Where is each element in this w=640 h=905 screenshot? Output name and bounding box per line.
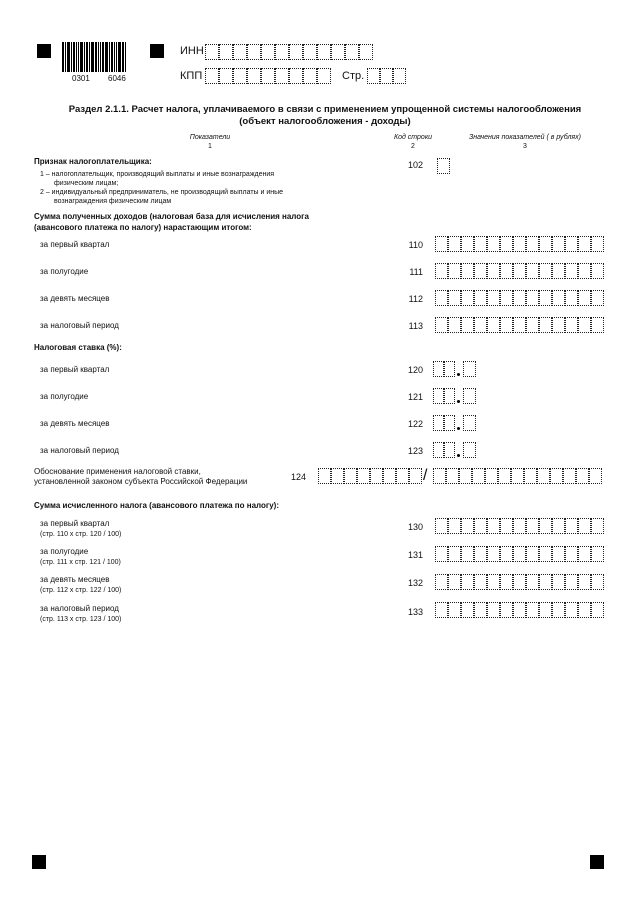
tax-value-cell[interactable] (578, 602, 591, 618)
section-subtitle: (объект налогообложения - доходы) (239, 116, 411, 127)
column-header-values: Значения показателей ( в рублях) (468, 134, 582, 141)
justification-cell[interactable] (576, 468, 589, 484)
kpp-cell[interactable] (205, 68, 219, 84)
tax-value-cell[interactable] (565, 602, 578, 618)
tax-value-cell[interactable] (565, 518, 578, 534)
rate-row-code: 120 (407, 365, 423, 375)
inn-label: ИНН (180, 45, 204, 57)
justification-cell[interactable] (409, 468, 422, 484)
rate-decimal-cell[interactable] (463, 361, 476, 377)
tax-value-cell[interactable] (552, 574, 565, 590)
justification-cell[interactable] (589, 468, 602, 484)
income-row-code: 113 (408, 321, 423, 331)
taxpayer-heading: Признак налогоплательщика: (34, 157, 152, 166)
income-value-cell[interactable] (526, 263, 539, 279)
income-value-cell[interactable] (539, 290, 552, 306)
page-label: Стр. (342, 70, 365, 82)
justification-cell[interactable] (331, 468, 344, 484)
rate-row-label: за первый квартал (40, 365, 110, 374)
income-row-label: за полугодие (40, 267, 89, 276)
income-value-cell[interactable] (474, 263, 487, 279)
tax-value-cell[interactable] (539, 546, 552, 562)
tax-value-cell[interactable] (487, 518, 500, 534)
justification-cell[interactable] (524, 468, 537, 484)
tax-value-cell[interactable] (526, 602, 539, 618)
barcode (62, 42, 142, 72)
corner-marker-top-left (37, 44, 51, 58)
kpp-cell[interactable] (317, 68, 331, 84)
rate-row-code: 121 (407, 392, 423, 402)
income-value-cell[interactable] (591, 317, 604, 333)
tax-value-cell[interactable] (448, 546, 461, 562)
tax-value-cell[interactable] (448, 574, 461, 590)
column-header-code: Код строки (393, 134, 433, 141)
kpp-label: КПП (180, 70, 203, 82)
justification-cell[interactable] (485, 468, 498, 484)
tax-row-code: 133 (407, 607, 423, 617)
barcode-number-1: 0301 (72, 74, 90, 83)
page-number-cell[interactable] (380, 68, 393, 84)
income-row-label: за налоговый период (40, 321, 119, 330)
tax-row-label: за девять месяцев (40, 575, 110, 584)
rate-row-label: за полугодие (40, 392, 89, 401)
rate-row-label: за девять месяцев (40, 419, 110, 428)
tax-value-cell[interactable] (552, 518, 565, 534)
inn-cell[interactable] (233, 44, 247, 60)
tax-value-cell[interactable] (591, 518, 604, 534)
income-value-cell[interactable] (526, 236, 539, 252)
tax-value-cell[interactable] (526, 546, 539, 562)
income-value-cell[interactable] (500, 263, 513, 279)
income-value-cell[interactable] (578, 290, 591, 306)
justification-slash: / (423, 467, 428, 484)
rate-integer-cell[interactable] (433, 361, 444, 377)
inn-cell[interactable] (331, 44, 345, 60)
tax-value-cell[interactable] (461, 518, 474, 534)
rate-row-code: 123 (407, 446, 423, 456)
inn-cell[interactable] (261, 44, 275, 60)
corner-marker-bottom-right (590, 855, 604, 869)
tax-value-cell[interactable] (565, 574, 578, 590)
justification-cell[interactable] (511, 468, 524, 484)
inn-cell[interactable] (247, 44, 261, 60)
income-value-cell[interactable] (448, 317, 461, 333)
tax-row-label: за полугодие (40, 547, 89, 556)
tax-value-cell[interactable] (487, 602, 500, 618)
justification-cell[interactable] (318, 468, 331, 484)
income-heading: Сумма полученных доходов (налоговая база для исчисления налога (34, 212, 309, 221)
decimal-point (457, 427, 460, 430)
income-value-cell[interactable] (461, 317, 474, 333)
tax-value-cell[interactable] (448, 518, 461, 534)
tax-value-cell[interactable] (461, 602, 474, 618)
tax-value-cell[interactable] (500, 546, 513, 562)
tax-value-cell[interactable] (513, 518, 526, 534)
income-value-cell[interactable] (448, 263, 461, 279)
tax-value-cell[interactable] (461, 546, 474, 562)
income-value-cell[interactable] (565, 263, 578, 279)
rate-decimal-cell[interactable] (463, 388, 476, 404)
justification-code: 124 (290, 472, 306, 482)
tax-row-code: 132 (407, 578, 423, 588)
tax-row-code: 130 (407, 522, 423, 532)
inn-cell[interactable] (289, 44, 303, 60)
taxpayer-option-1-cont: физическим лицам; (54, 180, 119, 187)
tax-row-formula: (стр. 110 х стр. 120 / 100) (40, 531, 122, 538)
income-row-label: за девять месяцев (40, 294, 110, 303)
tax-value-cell[interactable] (591, 574, 604, 590)
income-value-cell[interactable] (435, 236, 448, 252)
income-value-cell[interactable] (591, 263, 604, 279)
income-row-code: 111 (409, 267, 423, 277)
income-value-cell[interactable] (487, 290, 500, 306)
income-value-cell[interactable] (500, 290, 513, 306)
justification-label: Обоснование применения налоговой ставки, (34, 467, 201, 476)
tax-value-cell[interactable] (474, 518, 487, 534)
tax-value-cell[interactable] (526, 574, 539, 590)
income-value-cell[interactable] (487, 236, 500, 252)
income-heading-cont: (авансового платежа по налогу) нарастающим итогом: (34, 223, 252, 232)
tax-value-cell[interactable] (552, 602, 565, 618)
rate-row-code: 122 (407, 419, 423, 429)
kpp-cell[interactable] (303, 68, 317, 84)
income-value-cell[interactable] (552, 290, 565, 306)
rate-integer-cell[interactable] (444, 388, 455, 404)
income-value-cell[interactable] (539, 236, 552, 252)
income-value-cell[interactable] (513, 290, 526, 306)
tax-heading: Сумма исчисленного налога (авансового платежа по налогу): (34, 501, 279, 510)
income-value-cell[interactable] (461, 236, 474, 252)
tax-value-cell[interactable] (487, 574, 500, 590)
rate-decimal-cell[interactable] (463, 415, 476, 431)
justification-cell[interactable] (498, 468, 511, 484)
income-value-cell[interactable] (435, 290, 448, 306)
rate-integer-cell[interactable] (444, 442, 455, 458)
inn-cell[interactable] (275, 44, 289, 60)
taxpayer-attribute-field[interactable] (437, 158, 450, 174)
tax-row-label: за первый квартал (40, 519, 110, 528)
income-value-cell[interactable] (474, 236, 487, 252)
decimal-point (457, 454, 460, 457)
tax-value-cell[interactable] (474, 574, 487, 590)
column-header-code-num: 2 (411, 143, 415, 150)
income-value-cell[interactable] (526, 317, 539, 333)
tax-value-cell[interactable] (578, 574, 591, 590)
income-value-cell[interactable] (552, 317, 565, 333)
tax-value-cell[interactable] (539, 518, 552, 534)
rate-integer-cell[interactable] (433, 388, 444, 404)
inn-cell[interactable] (303, 44, 317, 60)
decimal-point (457, 373, 460, 376)
rate-integer-cell[interactable] (433, 442, 444, 458)
income-value-cell[interactable] (552, 236, 565, 252)
rate-heading: Налоговая ставка (%): (34, 343, 122, 352)
tax-value-cell[interactable] (552, 546, 565, 562)
taxpayer-option-1: 1 – налогоплательщик, производящий выплаты и иные вознаграждения (40, 171, 275, 178)
tax-value-cell[interactable] (578, 546, 591, 562)
income-value-cell[interactable] (461, 290, 474, 306)
income-value-cell[interactable] (435, 263, 448, 279)
justification-cell[interactable] (383, 468, 396, 484)
justification-cell[interactable] (446, 468, 459, 484)
inn-cell[interactable] (359, 44, 373, 60)
tax-value-cell[interactable] (435, 602, 448, 618)
column-header-values-num: 3 (523, 143, 527, 150)
tax-value-cell[interactable] (565, 546, 578, 562)
inn-cell[interactable] (219, 44, 233, 60)
tax-value-cell[interactable] (500, 602, 513, 618)
income-value-cell[interactable] (539, 317, 552, 333)
income-value-cell[interactable] (500, 317, 513, 333)
tax-value-cell[interactable] (500, 518, 513, 534)
income-value-cell[interactable] (487, 317, 500, 333)
tax-value-cell[interactable] (539, 574, 552, 590)
taxpayer-code: 102 (407, 160, 423, 170)
justification-cell[interactable] (433, 468, 446, 484)
section-title: Раздел 2.1.1. Расчет налога, уплачиваемого в связи с применением упрощенной системы налогообложения (68, 104, 582, 115)
tax-row-formula: (стр. 111 х стр. 121 / 100) (40, 559, 121, 566)
tax-value-cell[interactable] (474, 602, 487, 618)
income-value-cell[interactable] (565, 236, 578, 252)
income-value-cell[interactable] (513, 317, 526, 333)
rate-integer-cell[interactable] (444, 415, 455, 431)
kpp-cell[interactable] (233, 68, 247, 84)
income-value-cell[interactable] (526, 290, 539, 306)
column-header-indicators-num: 1 (208, 143, 212, 150)
income-value-cell[interactable] (578, 263, 591, 279)
income-value-cell[interactable] (500, 236, 513, 252)
decimal-point (457, 400, 460, 403)
tax-value-cell[interactable] (578, 518, 591, 534)
income-value-cell[interactable] (565, 290, 578, 306)
tax-value-cell[interactable] (513, 602, 526, 618)
justification-cell[interactable] (370, 468, 383, 484)
kpp-cell[interactable] (261, 68, 275, 84)
tax-value-cell[interactable] (539, 602, 552, 618)
justification-cell[interactable] (357, 468, 370, 484)
kpp-cell[interactable] (219, 68, 233, 84)
income-value-cell[interactable] (435, 317, 448, 333)
tax-value-cell[interactable] (487, 546, 500, 562)
tax-value-cell[interactable] (500, 574, 513, 590)
tax-value-cell[interactable] (474, 546, 487, 562)
page-number-cell[interactable] (367, 68, 380, 84)
income-value-cell[interactable] (448, 290, 461, 306)
inn-cell[interactable] (205, 44, 219, 60)
justification-cell[interactable] (459, 468, 472, 484)
justification-cell[interactable] (537, 468, 550, 484)
income-value-cell[interactable] (513, 236, 526, 252)
rate-decimal-cell[interactable] (463, 442, 476, 458)
tax-value-cell[interactable] (591, 602, 604, 618)
rate-integer-cell[interactable] (444, 361, 455, 377)
corner-marker-top-right (150, 44, 164, 58)
income-value-cell[interactable] (552, 263, 565, 279)
tax-row-code: 131 (407, 550, 423, 560)
taxpayer-option-2-cont: вознаграждения физическим лицам (54, 198, 172, 205)
tax-value-cell[interactable] (513, 546, 526, 562)
inn-cell[interactable] (317, 44, 331, 60)
income-value-cell[interactable] (539, 263, 552, 279)
tax-value-cell[interactable] (513, 574, 526, 590)
tax-value-cell[interactable] (461, 574, 474, 590)
justification-label-cont: установленной законом субъекта Российской Федерации (34, 477, 248, 486)
justification-cell[interactable] (396, 468, 409, 484)
rate-row-label: за налоговый период (40, 446, 119, 455)
income-value-cell[interactable] (487, 263, 500, 279)
income-row-code: 110 (408, 240, 423, 250)
column-header-indicators: Показатели (189, 134, 231, 141)
tax-value-cell[interactable] (435, 574, 448, 590)
rate-integer-cell[interactable] (433, 415, 444, 431)
tax-value-cell[interactable] (435, 518, 448, 534)
page-number-cell[interactable] (393, 68, 406, 84)
income-value-cell[interactable] (591, 236, 604, 252)
tax-row-label: за налоговый период (40, 604, 119, 613)
tax-value-cell[interactable] (435, 546, 448, 562)
income-value-cell[interactable] (591, 290, 604, 306)
justification-cell[interactable] (550, 468, 563, 484)
justification-cell[interactable] (472, 468, 485, 484)
income-value-cell[interactable] (565, 317, 578, 333)
corner-marker-bottom-left (32, 855, 46, 869)
taxpayer-option-2: 2 – индивидуальный предприниматель, не производящий выплаты и иные (40, 189, 284, 196)
income-value-cell[interactable] (474, 317, 487, 333)
justification-cell[interactable] (344, 468, 357, 484)
barcode-number-2: 6046 (108, 74, 126, 83)
income-row-code: 112 (408, 294, 423, 304)
justification-cell[interactable] (563, 468, 576, 484)
kpp-cell[interactable] (289, 68, 303, 84)
tax-row-formula: (стр. 112 х стр. 122 / 100) (40, 587, 122, 594)
income-value-cell[interactable] (513, 263, 526, 279)
income-value-cell[interactable] (578, 317, 591, 333)
tax-value-cell[interactable] (591, 546, 604, 562)
inn-cell[interactable] (345, 44, 359, 60)
kpp-cell[interactable] (275, 68, 289, 84)
tax-value-cell[interactable] (526, 518, 539, 534)
income-value-cell[interactable] (461, 263, 474, 279)
income-value-cell[interactable] (578, 236, 591, 252)
tax-value-cell[interactable] (448, 602, 461, 618)
kpp-cell[interactable] (247, 68, 261, 84)
income-value-cell[interactable] (474, 290, 487, 306)
tax-row-formula: (стр. 113 х стр. 123 / 100) (40, 616, 122, 623)
income-value-cell[interactable] (448, 236, 461, 252)
income-row-label: за первый квартал (40, 240, 110, 249)
